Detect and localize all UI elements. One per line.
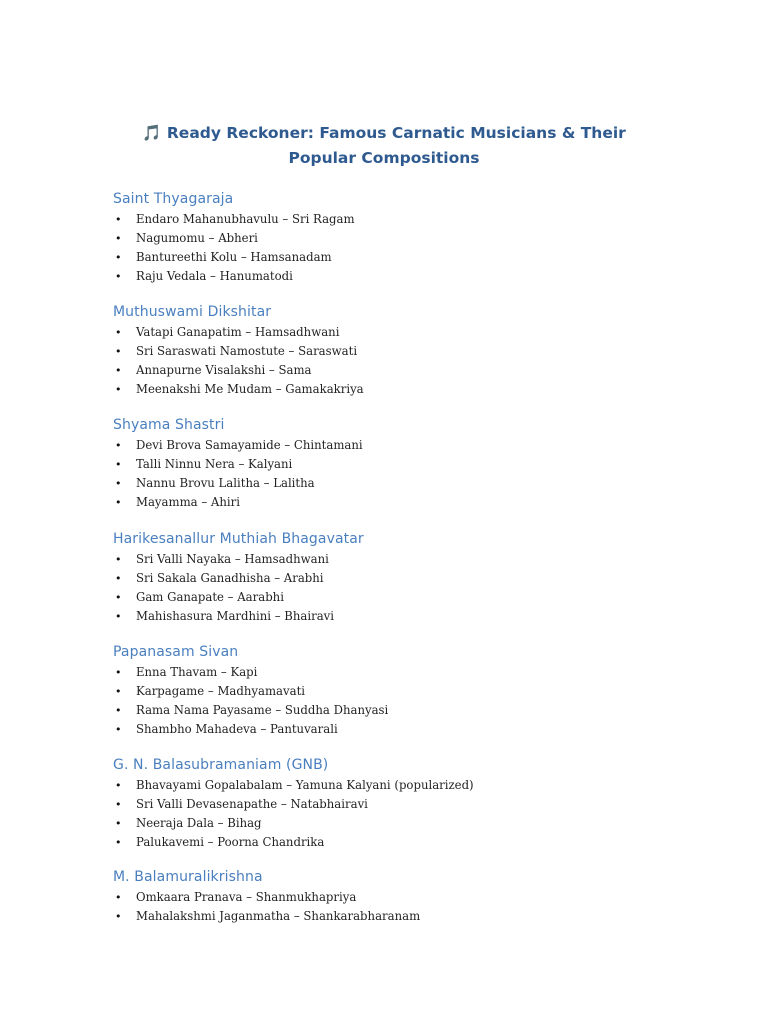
list-item-text: Omkaara Pranava – Shanmukhapriya [136, 890, 357, 904]
list-item [113, 248, 713, 267]
list-item-text: Meenakshi Me Mudam – Gamakakriya [136, 382, 364, 396]
composition-list [113, 210, 713, 286]
list-item [113, 323, 713, 342]
list-item [113, 588, 713, 607]
composition-list [113, 323, 713, 399]
bullet-icon: • [115, 817, 122, 830]
list-item [113, 550, 713, 569]
bullet-icon: • [115, 779, 122, 792]
section-1 [113, 301, 713, 399]
list-item-text: Gam Ganapate – Aarabhi [136, 590, 284, 604]
list-item [113, 720, 713, 739]
bullet-icon: • [115, 383, 122, 396]
list-item-text: Nagumomu – Abheri [136, 231, 258, 245]
page-title: 🎵 Ready Reckoner: Famous Carnatic Musicians & Their Popular Compositions [142, 124, 626, 167]
bullet-icon: • [115, 704, 122, 717]
bullet-icon: • [115, 910, 122, 923]
bullet-icon: • [115, 798, 122, 811]
list-item [113, 436, 713, 455]
section-5 [113, 754, 713, 852]
list-item [113, 795, 713, 814]
list-item [113, 833, 713, 852]
composition-list [113, 663, 713, 739]
list-item-text: Neeraja Dala – Bihag [136, 816, 262, 830]
bullet-icon: • [115, 326, 122, 339]
section-heading: Papanasam Sivan [113, 644, 239, 660]
list-item [113, 229, 713, 248]
bullet-icon: • [115, 496, 122, 509]
list-item [113, 888, 713, 907]
composition-list [113, 550, 713, 626]
bullet-icon: • [115, 270, 122, 283]
list-item-text: Endaro Mahanubhavulu – Sri Ragam [136, 212, 355, 226]
section-6 [113, 866, 713, 926]
section-heading: Harikesanallur Muthiah Bhagavatar [113, 531, 364, 547]
list-item-text: Sri Sakala Ganadhisha – Arabhi [136, 571, 324, 585]
list-item [113, 210, 713, 229]
bullet-icon: • [115, 591, 122, 604]
list-item-text: Mayamma – Ahiri [136, 495, 240, 509]
bullet-icon: • [115, 477, 122, 490]
list-item [113, 474, 713, 493]
list-item-text: Raju Vedala – Hanumatodi [136, 269, 293, 283]
bullet-icon: • [115, 723, 122, 736]
bullet-icon: • [115, 458, 122, 471]
composition-list [113, 776, 713, 852]
section-heading: Muthuswami Dikshitar [113, 304, 272, 320]
section-0 [113, 188, 713, 286]
bullet-icon: • [115, 572, 122, 585]
section-heading: G. N. Balasubramaniam (GNB) [113, 757, 329, 773]
list-item-text: Mahishasura Mardhini – Bhairavi [136, 609, 335, 623]
list-item-text: Shambho Mahadeva – Pantuvarali [136, 722, 338, 736]
list-item [113, 776, 713, 795]
composition-list [113, 436, 713, 512]
bullet-icon: • [115, 610, 122, 623]
list-item-text: Sri Saraswati Namostute – Saraswati [136, 344, 358, 358]
list-item-text: Rama Nama Payasame – Suddha Dhanyasi [136, 703, 389, 717]
list-item [113, 814, 713, 833]
list-item [113, 342, 713, 361]
list-item [113, 701, 713, 720]
list-item-text: Sri Valli Devasenapathe – Natabhairavi [136, 797, 368, 811]
list-item [113, 267, 713, 286]
list-item-text: Bantureethi Kolu – Hamsanadam [136, 250, 332, 264]
composition-list [113, 888, 713, 926]
list-item-text: Mahalakshmi Jaganmatha – Shankarabharanam [136, 909, 421, 923]
bullet-icon: • [115, 553, 122, 566]
list-item [113, 907, 713, 926]
section-heading: Shyama Shastri [113, 417, 225, 433]
list-item [113, 361, 713, 380]
section-heading: M. Balamuralikrishna [113, 869, 263, 885]
list-item-text: Palukavemi – Poorna Chandrika [136, 835, 325, 849]
list-item-text: Enna Thavam – Kapi [136, 665, 258, 679]
list-item [113, 607, 713, 626]
section-2 [113, 414, 713, 512]
bullet-icon: • [115, 213, 122, 226]
bullet-icon: • [115, 364, 122, 377]
list-item [113, 569, 713, 588]
list-item [113, 682, 713, 701]
bullet-icon: • [115, 685, 122, 698]
list-item-text: Karpagame – Madhyamavati [136, 684, 306, 698]
list-item-text: Vatapi Ganapatim – Hamsadhwani [136, 325, 340, 339]
bullet-icon: • [115, 891, 122, 904]
list-item-text: Nannu Brovu Lalitha – Lalitha [136, 476, 315, 490]
bullet-icon: • [115, 251, 122, 264]
list-item [113, 455, 713, 474]
list-item-text: Sri Valli Nayaka – Hamsadhwani [136, 552, 329, 566]
bullet-icon: • [115, 232, 122, 245]
bullet-icon: • [115, 439, 122, 452]
list-item-text: Annapurne Visalakshi – Sama [136, 363, 312, 377]
list-item-text: Bhavayami Gopalabalam – Yamuna Kalyani (popularized) [136, 778, 474, 792]
list-item [113, 380, 713, 399]
list-item [113, 493, 713, 512]
section-3 [113, 528, 713, 626]
list-item [113, 663, 713, 682]
bullet-icon: • [115, 836, 122, 849]
list-item-text: Talli Ninnu Nera – Kalyani [136, 457, 293, 471]
list-item-text: Devi Brova Samayamide – Chintamani [136, 438, 363, 452]
section-4 [113, 641, 713, 739]
bullet-icon: • [115, 666, 122, 679]
section-heading: Saint Thyagaraja [113, 191, 234, 207]
bullet-icon: • [115, 345, 122, 358]
